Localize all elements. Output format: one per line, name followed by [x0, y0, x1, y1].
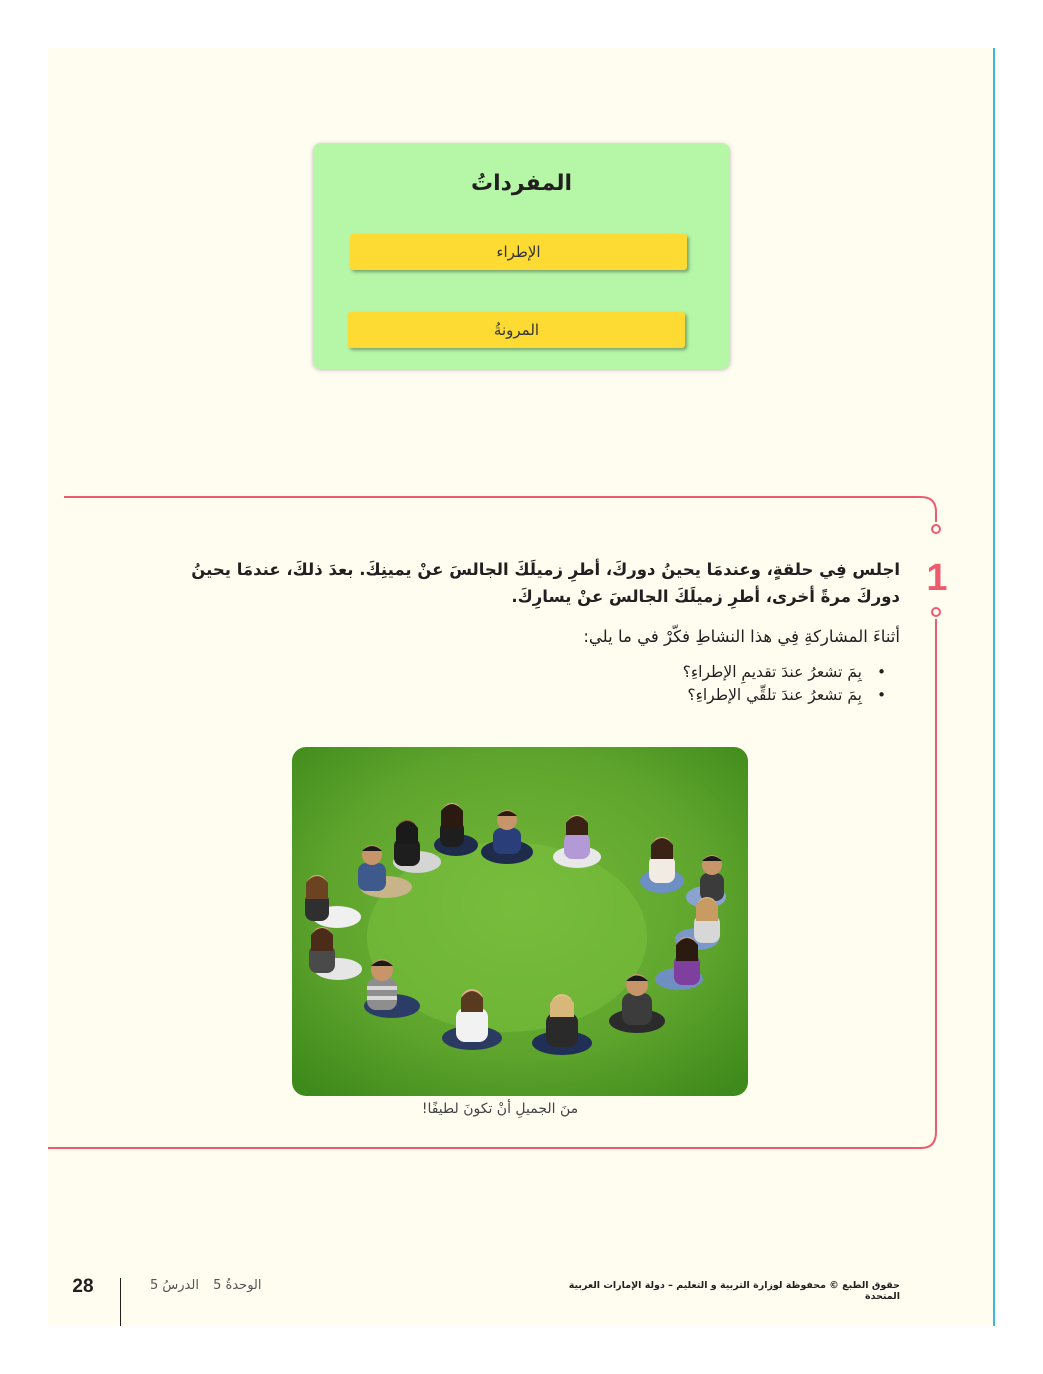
question-list — [300, 661, 890, 707]
footer-divider — [120, 1278, 121, 1326]
vocabulary-title: المفرداتُ — [470, 171, 572, 196]
students-circle-photo — [292, 747, 748, 1096]
unit-label: الوحدةُ 5 — [213, 1278, 262, 1293]
vocabulary-word-flexibility[interactable]: المرونةُ — [348, 312, 685, 348]
photo-caption: منَ الجميلِ أنْ تكونَ لطيفًا! — [421, 1101, 579, 1117]
vocabulary-word-praise[interactable]: الإطراء — [350, 234, 687, 270]
lesson-label: الدرسُ 5 — [150, 1278, 199, 1293]
activity-instruction: اجلس فِي حلقةٍ، وعندمَا يحينُ دوركَ، أطرِ زميلَكَ الجالسَ عنْ يمينِكَ. بعدَ ذلكَ، عندمَا يحينُ دوركَ مرةً أخرى، أطرِ زميلَكَ الجالسَ عنْ يسارِكَ. — [191, 560, 900, 606]
question-item: • بِمَ تشعرُ عندَ تقديمِ الإطراءِ؟ — [300, 661, 890, 684]
activity-number: 1 — [926, 557, 948, 599]
question-item: • بِمَ تشعرُ عندَ تلقِّي الإطراءِ؟ — [300, 684, 890, 707]
activity-prompt: أثناءَ المشاركةِ فِي هذا النشاطِ فكّرْ في ما يلي: — [583, 627, 900, 646]
unit-lesson-label — [140, 1278, 340, 1293]
copyright-notice: حقوق الطبع © محفوظة لوزارة التربية و التعليم – دولة الإمارات العربية المتحدة — [568, 1280, 900, 1302]
page-number: 28 — [72, 1276, 94, 1297]
vocabulary-box — [313, 143, 730, 369]
